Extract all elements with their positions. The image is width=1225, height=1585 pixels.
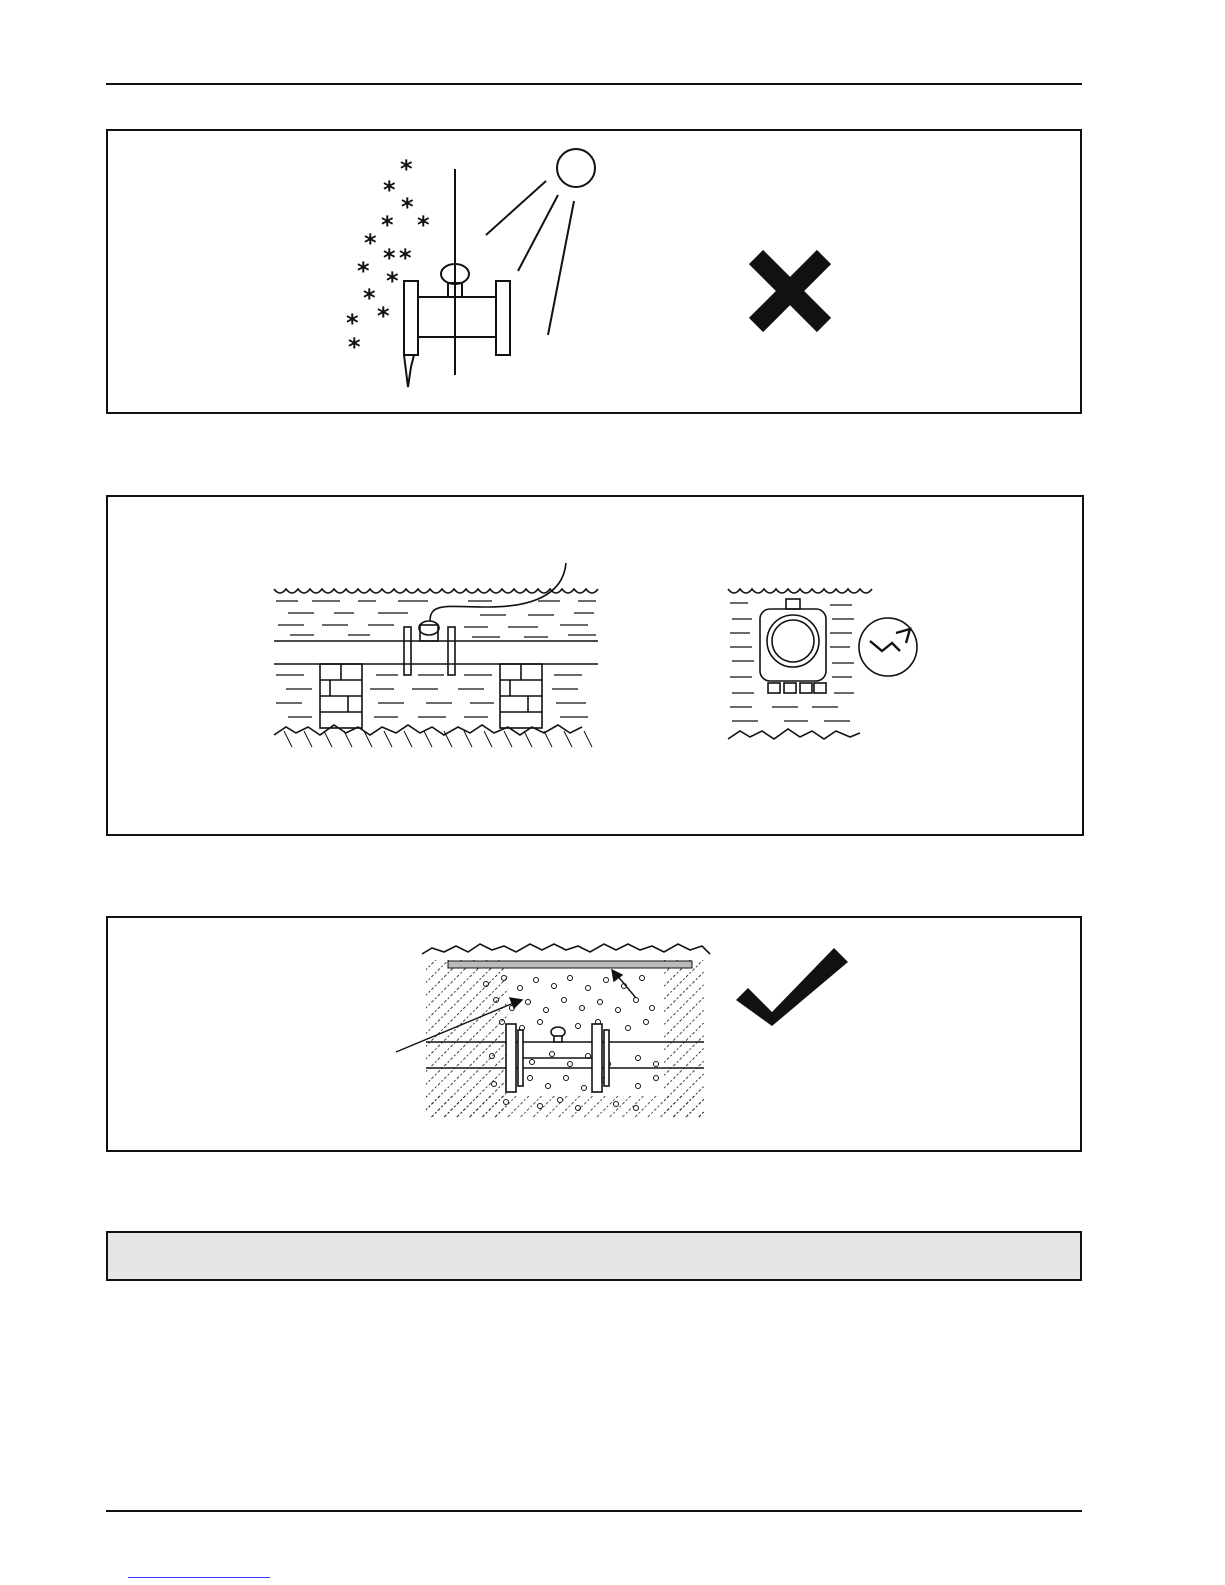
snowflake-icon: * <box>348 333 361 361</box>
sun-ray <box>518 195 558 271</box>
water-surface-right <box>728 589 872 593</box>
sun-ray <box>548 201 574 335</box>
cross-icon <box>756 257 824 325</box>
soil-right <box>664 960 704 1118</box>
ground-right <box>728 729 860 739</box>
snowflake-icon: * <box>381 211 394 239</box>
flange-left <box>404 281 418 355</box>
figure-submerged <box>108 497 1086 838</box>
flange-left <box>506 1024 516 1092</box>
note-box <box>106 1231 1082 1281</box>
sun-icon <box>557 149 595 187</box>
sun-ray <box>486 181 546 235</box>
soil-bottom <box>426 1096 704 1118</box>
ground-surface <box>422 944 710 954</box>
figure-buried <box>108 918 1084 1154</box>
snowflake-icon: * <box>400 155 413 183</box>
flange-right <box>592 1024 602 1092</box>
figure-sun-frost-panel <box>106 129 1082 414</box>
flange-left <box>404 627 411 675</box>
flowmeter-body <box>418 297 496 337</box>
protective-plate <box>448 961 692 968</box>
snowflake-icon: * <box>401 193 414 221</box>
figure-submerged-panel <box>106 495 1084 836</box>
snowflake-icon: * <box>346 309 359 337</box>
water-hatch-left <box>276 601 596 717</box>
flange-right <box>448 627 455 675</box>
footer-rule <box>106 1510 1082 1512</box>
footer-link-underline[interactable] <box>128 1577 270 1578</box>
header-rule <box>106 83 1082 85</box>
ground-hatch-left <box>284 731 592 747</box>
snowflake-icon: * <box>363 284 376 312</box>
snowflake-icon: * <box>364 229 377 257</box>
snowflake-icon: * <box>377 302 390 330</box>
snowflake-icon: * <box>383 176 396 204</box>
flange-right <box>496 281 510 355</box>
figure-sun-frost <box>108 131 1084 416</box>
snowflake-icon: * <box>357 257 370 285</box>
soil-left <box>426 960 508 1118</box>
figure-buried-panel <box>106 916 1082 1152</box>
snowflake-icon: * <box>383 244 396 272</box>
snowflake-icon: * <box>417 211 430 239</box>
converter-window <box>767 615 819 667</box>
snowflake-icon: * <box>386 267 399 295</box>
converter-head <box>419 621 439 635</box>
checkmark-icon <box>736 948 848 1026</box>
snowflake-icon: * <box>399 244 412 272</box>
icicle-icon <box>404 355 414 387</box>
